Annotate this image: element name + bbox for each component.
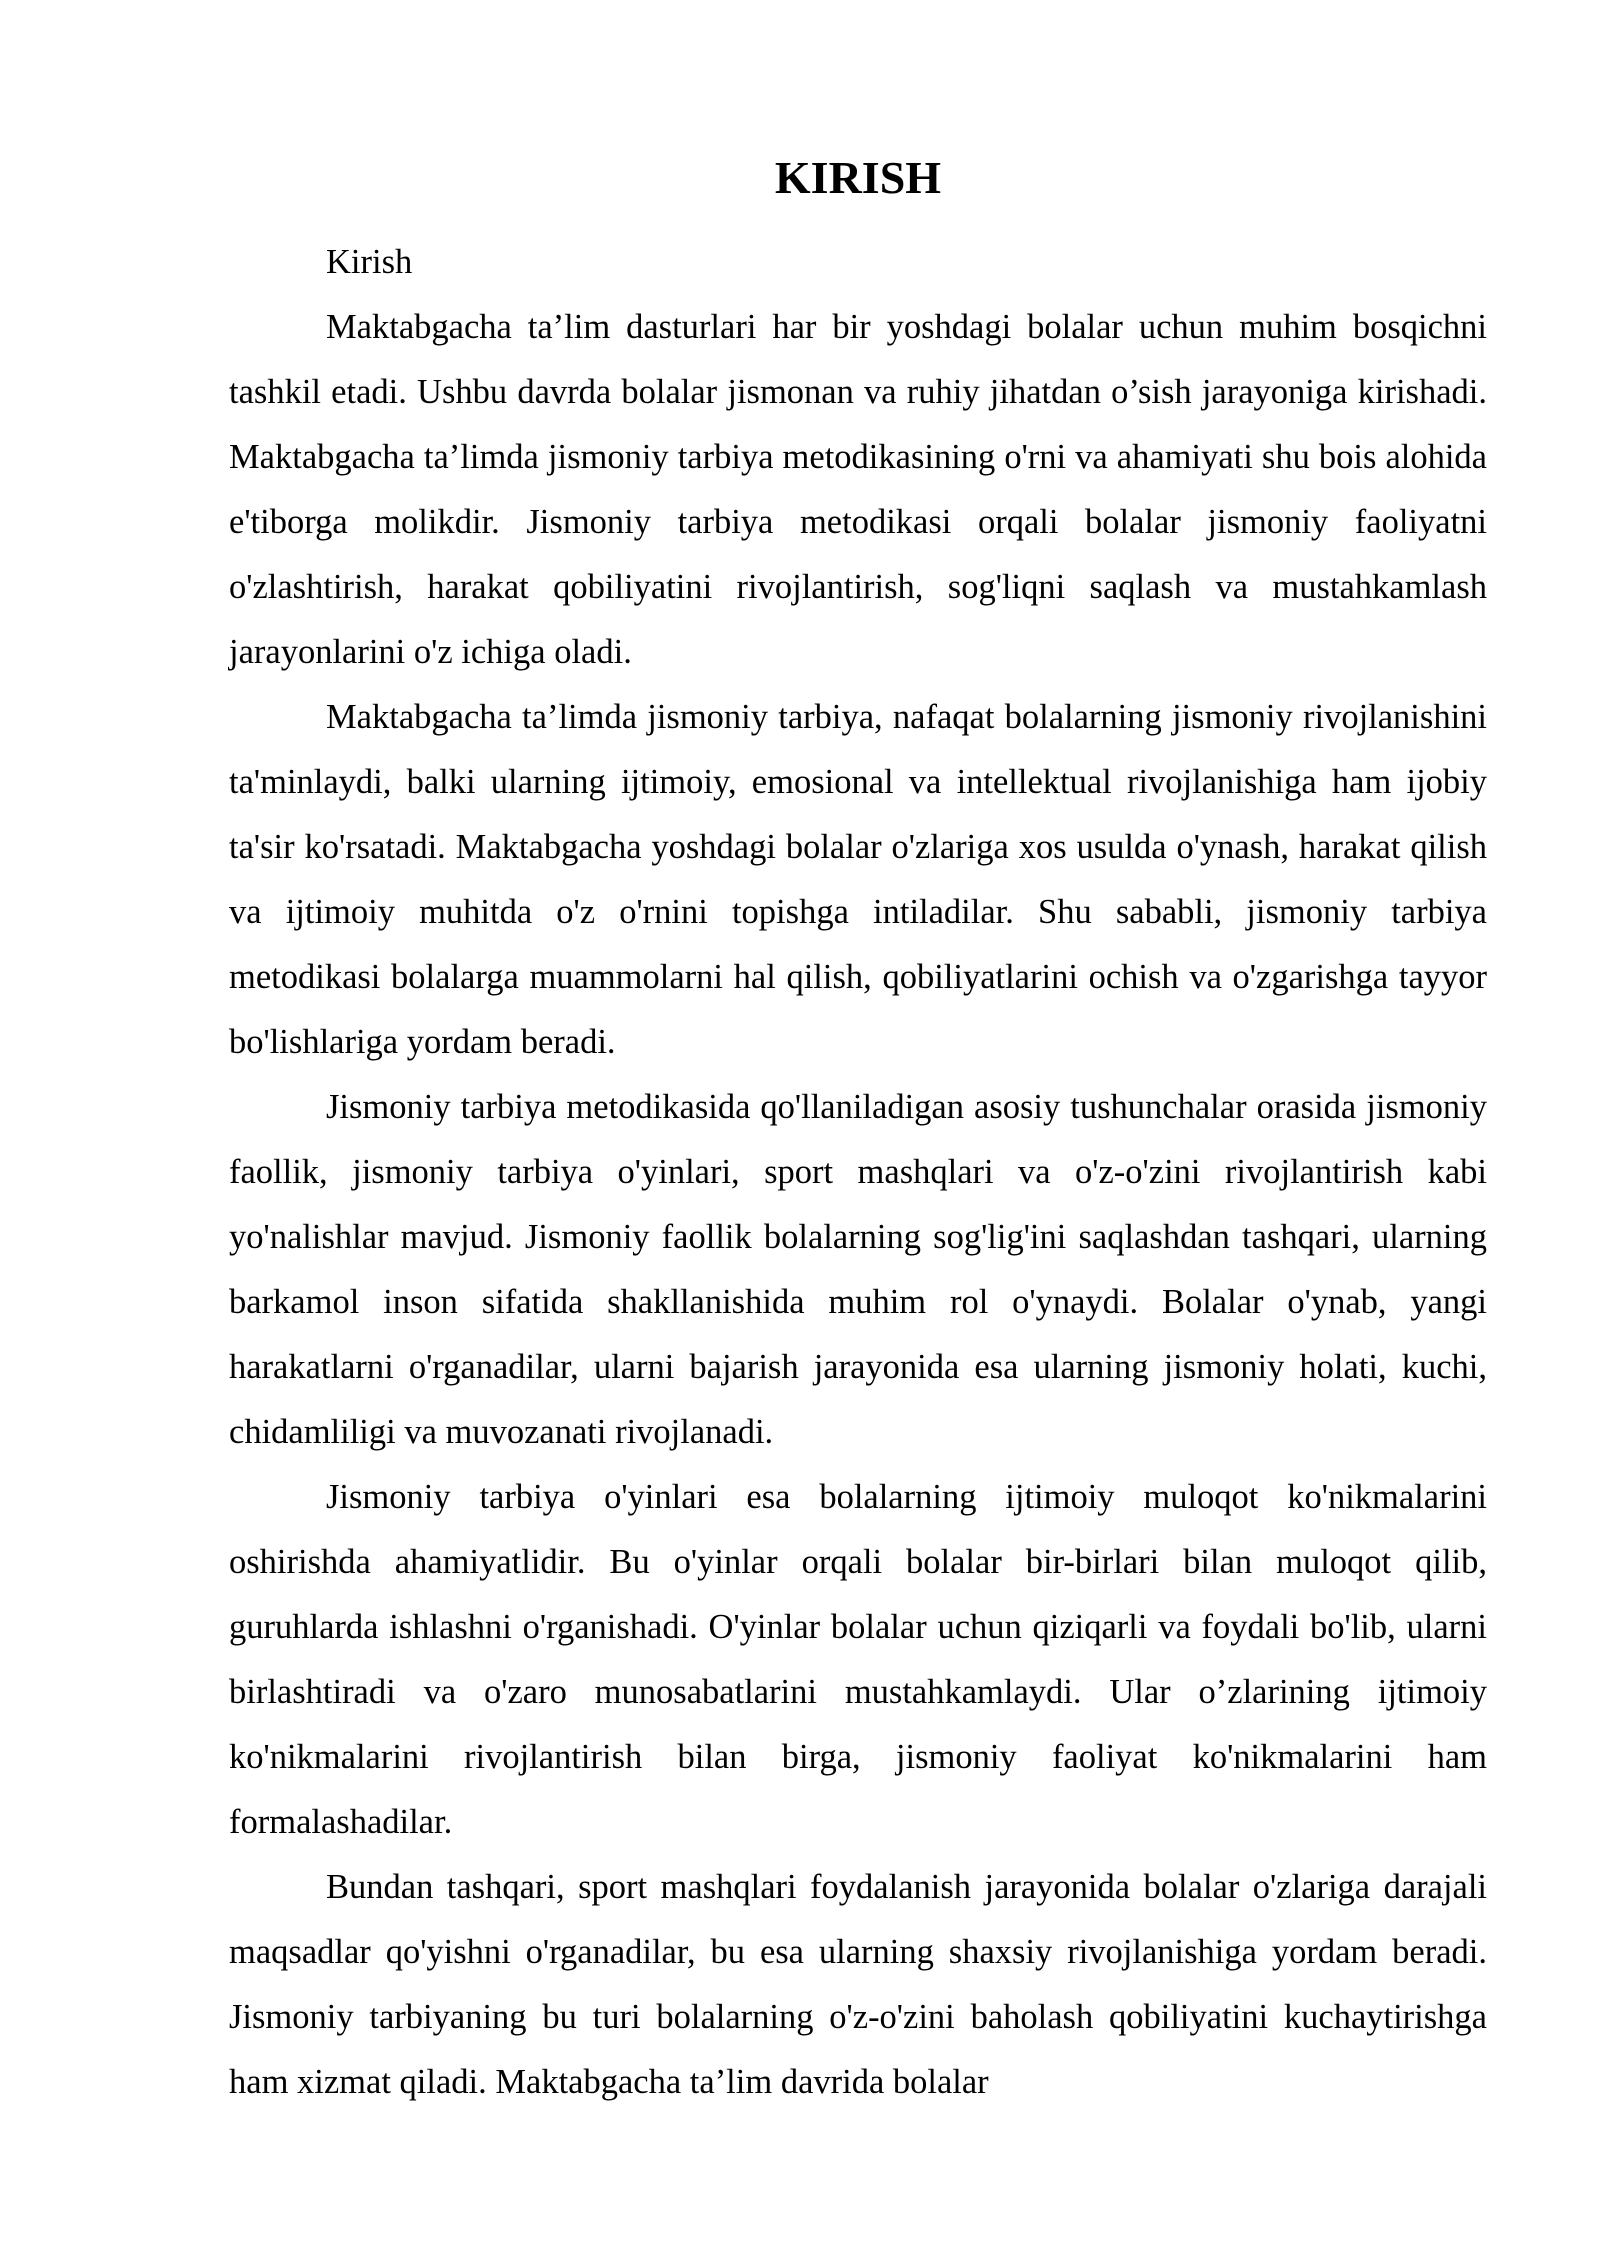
paragraph: Bundan tashqari, sport mashqlari foydalanish jarayonida bolalar o'zlariga darajali maqsadlar qo'yishni o'rganadilar, bu esa ularning shaxsiy rivojlanishiga yordam beradi. Jismoniy tarbiyaning bu turi bolalarning o'z-o'zini baholash qobiliyatini kuchaytirishga ham xizmat qiladi. Maktabgacha ta’lim davrida bolalar: [229, 1868, 1487, 2101]
paragraph-subtitle: Kirish: [326, 243, 413, 281]
paragraph: Maktabgacha ta’lim dasturlari har bir yoshdagi bolalar uchun muhim bosqichni tashkil etadi. Ushbu davrda bolalar jismonan va ruhiy jihatdan o’sish jarayoniga kirishadi. Maktabgacha ta’limda jismoniy tarbiya metodikasining o'rni va ahamiyati shu bois alohida e'tiborga molikdir. Jismoniy tarbiya metodikasi orqali bolalar jismoniy faoliyatni o'zlashtirish, harakat qobiliyatini rivojlantirish, sog'liqni saqlash va mustahkamlash jarayonlarini o'z ichiga oladi.: [229, 308, 1487, 671]
document-body: [229, 230, 1487, 2115]
paragraph: Jismoniy tarbiya metodikasida qo'llaniladigan asosiy tushunchalar orasida jismoniy faollik, jismoniy tarbiya o'yinlari, sport mashqlari va o'z-o'zini rivojlantirish kabi yo'nalishlar mavjud. Jismoniy faollik bolalarning sog'lig'ini saqlashdan tashqari, ularning barkamol inson sifatida shakllanishida muhim rol o'ynaydi. Bolalar o'ynab, yangi harakatlarni o'rganadilar, ularni bajarish jarayonida esa ularning jismoniy holati, kuchi, chidamliligi va muvozanati rivojlanadi.: [229, 1088, 1487, 1451]
paragraph: Maktabgacha ta’limda jismoniy tarbiya, nafaqat bolalarning jismoniy rivojlanishini ta'minlaydi, balki ularning ijtimoiy, emosional va intellektual rivojlanishiga ham ijobiy ta'sir ko'rsatadi. Maktabgacha yoshdagi bolalar o'zlariga xos usulda o'ynash, harakat qilish va ijtimoiy muhitda o'z o'rnini topishga intiladilar. Shu sababli, jismoniy tarbiya metodikasi bolalarga muammolarni hal qilish, qobiliyatlarini ochish va o'zgarishga tayyor bo'lishlariga yordam beradi.: [229, 698, 1487, 1061]
paragraph: Jismoniy tarbiya o'yinlari esa bolalarning ijtimoiy muloqot ko'nikmalarini oshirishda ahamiyatlidir. Bu o'yinlar orqali bolalar bir-birlari bilan muloqot qilib, guruhlarda ishlashni o'rganishadi. O'yinlar bolalar uchun qiziqarli va foydali bo'lib, ularni birlashtiradi va o'zaro munosabatlarini mustahkamlaydi. Ular o’zlarining ijtimoiy ko'nikmalarini rivojlantirish bilan birga, jismoniy faoliyat ko'nikmalarini ham formalashadilar.: [229, 1478, 1487, 1841]
page-title: KIRISH: [774, 152, 942, 203]
